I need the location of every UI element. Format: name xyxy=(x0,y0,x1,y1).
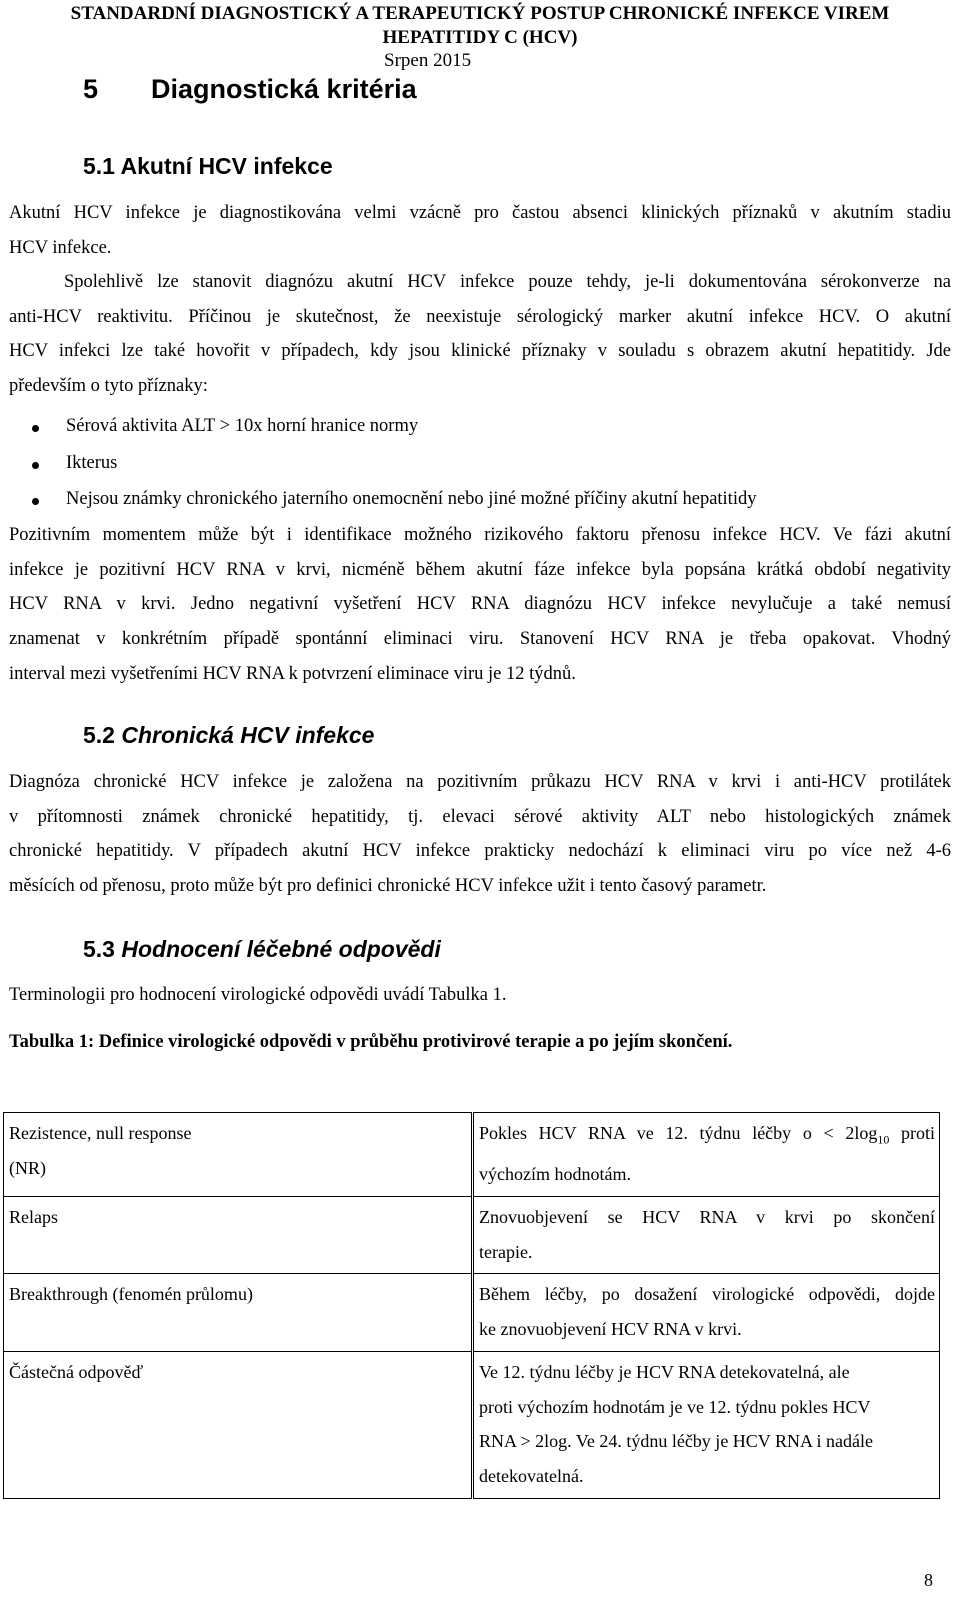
cell-line: Částečná odpověď xyxy=(9,1361,144,1382)
text-line: interval mezi vyšetřeními HCV RNA k potvrzení eliminace viru je 12 týdnů. xyxy=(9,663,576,684)
subscript-base: 10 xyxy=(877,1132,890,1147)
cell-line: ke znovuobjevení HCV RNA v krvi. xyxy=(479,1319,742,1340)
section-5-2-number: 5.2 xyxy=(83,722,115,748)
text-line: Pozitivním momentem může být i identifikace možného rizikového faktoru přenosu infekce HCV. Ve fázi akutní xyxy=(9,525,951,545)
text-line: Diagnóza chronické HCV infekce je založena na pozitivním průkazu HCV RNA v krvi i anti-HCV protilátek xyxy=(9,772,951,792)
table-row xyxy=(4,1351,940,1498)
cell-line: proti výchozím hodnotám je ve 12. týdnu pokles HCV xyxy=(479,1396,871,1417)
section-5-heading xyxy=(83,74,417,105)
cell-line: RNA > 2log. Ve 24. týdnu léčby je HCV RNA i nadále xyxy=(479,1431,873,1452)
cell-line xyxy=(479,1116,935,1157)
text-line: infekce je pozitivní HCV RNA v krvi, nicméně během akutní fáze infekce byla popsána krátká období negativity xyxy=(9,559,951,580)
bullet-text: Sérová aktivita ALT > 10x horní hranice normy xyxy=(66,416,419,436)
text-line: HCV infekci lze také hovořit v případech, kdy jsou klinické příznaky v souladu s obrazem akutní hepatitidy. Jde xyxy=(9,341,951,362)
text-line: znamenat v konkrétním případě spontánní eliminaci viru. Stanovení HCV RNA je třeba opakovat. Vhodný xyxy=(9,629,951,650)
cell-line: Relaps xyxy=(9,1207,58,1227)
cell-line: Rezistence, null response xyxy=(9,1123,192,1143)
text-line: měsících od přenosu, proto může být pro definici chronické HCV infekce užit i tento časový parametr. xyxy=(9,876,767,897)
table-cell-definition xyxy=(474,1274,940,1351)
text-line: v přítomnosti známek chronické hepatitidy, tj. elevaci sérové aktivity ALT nebo histologických známek xyxy=(9,806,951,827)
cell-line: výchozím hodnotám. xyxy=(479,1164,631,1185)
cell-line: Během léčby, po dosažení virologické odpovědi, dojde xyxy=(479,1284,935,1305)
text-line: Terminologii pro hodnocení virologické odpovědi uvádí Tabulka 1. xyxy=(9,985,507,1005)
definition-text: Pokles HCV RNA ve 12. týdnu léčby o < 2log xyxy=(479,1123,878,1143)
table-row xyxy=(4,1274,940,1351)
bullet-text: Ikterus xyxy=(66,453,118,473)
section-5-2-title: Chronická HCV infekce xyxy=(121,722,375,748)
table-row xyxy=(4,1197,940,1274)
table-cell-term xyxy=(4,1274,472,1351)
paragraph-5-1-risk xyxy=(9,518,951,692)
table-cell-term xyxy=(4,1113,472,1197)
table-cell-term xyxy=(4,1197,472,1274)
paragraph-5-1-intro xyxy=(9,196,951,265)
text-line: především o tyto příznaky: xyxy=(9,376,208,397)
cell-line: terapie. xyxy=(479,1241,533,1262)
page-number: 8 xyxy=(924,1570,933,1590)
section-5-title: Diagnostická kritéria xyxy=(151,74,417,104)
header-date: Srpen 2015 xyxy=(384,50,472,71)
section-5-2-heading xyxy=(83,722,374,749)
text-line: Akutní HCV infekce je diagnostikována velmi vzácně pro častou absenci klinických příznaků v akutním stadiu xyxy=(9,203,951,223)
bullet-dot-icon xyxy=(32,425,39,432)
cell-line: detekovatelná. xyxy=(479,1465,584,1486)
text-line: Spolehlivě lze stanovit diagnózu akutní HCV infekce pouze tehdy, je-li dokumentována sérokonverze na xyxy=(64,272,951,292)
bullet-dot-icon xyxy=(32,462,39,469)
paragraph-5-3 xyxy=(9,978,951,1013)
section-5-3-heading xyxy=(83,936,441,963)
paragraph-5-1-diagnosis xyxy=(9,265,951,404)
definition-text: proti xyxy=(889,1123,935,1143)
table-cell-term xyxy=(4,1351,472,1498)
section-5-1-heading: 5.1 Akutní HCV infekce xyxy=(83,153,333,179)
table-cell-definition xyxy=(474,1351,940,1498)
header-title-line-2: HEPATITIDY C (HCV) xyxy=(382,27,578,48)
section-5-3-title: Hodnocení léčebné odpovědi xyxy=(121,936,441,962)
cell-line: (NR) xyxy=(9,1157,46,1178)
table-cell-definition xyxy=(474,1113,940,1197)
paragraph-5-2 xyxy=(9,765,951,904)
text-line: chronické hepatitidy. V případech akutní HCV infekce prakticky nedochází k eliminaci viru po více než 4-6 xyxy=(9,841,951,862)
bullet-dot-icon xyxy=(32,498,39,505)
section-5-3-number: 5.3 xyxy=(83,936,115,962)
cell-line: Breakthrough (fenomén průlomu) xyxy=(9,1284,253,1305)
section-5-number: 5 xyxy=(83,74,99,104)
text-line: anti-HCV reaktivitu. Příčinou je skutečnost, že neexistuje sérologický marker akutní infekce HCV. O akutní xyxy=(9,306,951,327)
text-line: HCV infekce. xyxy=(9,237,112,258)
text-line: HCV RNA v krvi. Jedno negativní vyšetření HCV RNA diagnózu HCV infekce nevylučuje a také nemusí xyxy=(9,594,951,615)
table-row xyxy=(4,1113,940,1197)
table-cell-definition xyxy=(474,1197,940,1274)
bullet-text: Nejsou známky chronického jaterního onemocnění nebo jiné možné příčiny akutní hepatitidy xyxy=(66,489,757,509)
table-caption: Tabulka 1: Definice virologické odpovědi v průběhu protivirové terapie a po jejím skončení. xyxy=(9,1032,733,1052)
cell-line: Znovuobjevení se HCV RNA v krvi po skončení xyxy=(479,1207,935,1227)
response-definitions-table xyxy=(3,1112,940,1499)
header-title-line-1: STANDARDNÍ DIAGNOSTICKÝ A TERAPEUTICKÝ POSTUP CHRONICKÉ INFEKCE VIREM xyxy=(70,3,890,24)
cell-line: Ve 12. týdnu léčby je HCV RNA detekovatelná, ale xyxy=(479,1361,850,1382)
